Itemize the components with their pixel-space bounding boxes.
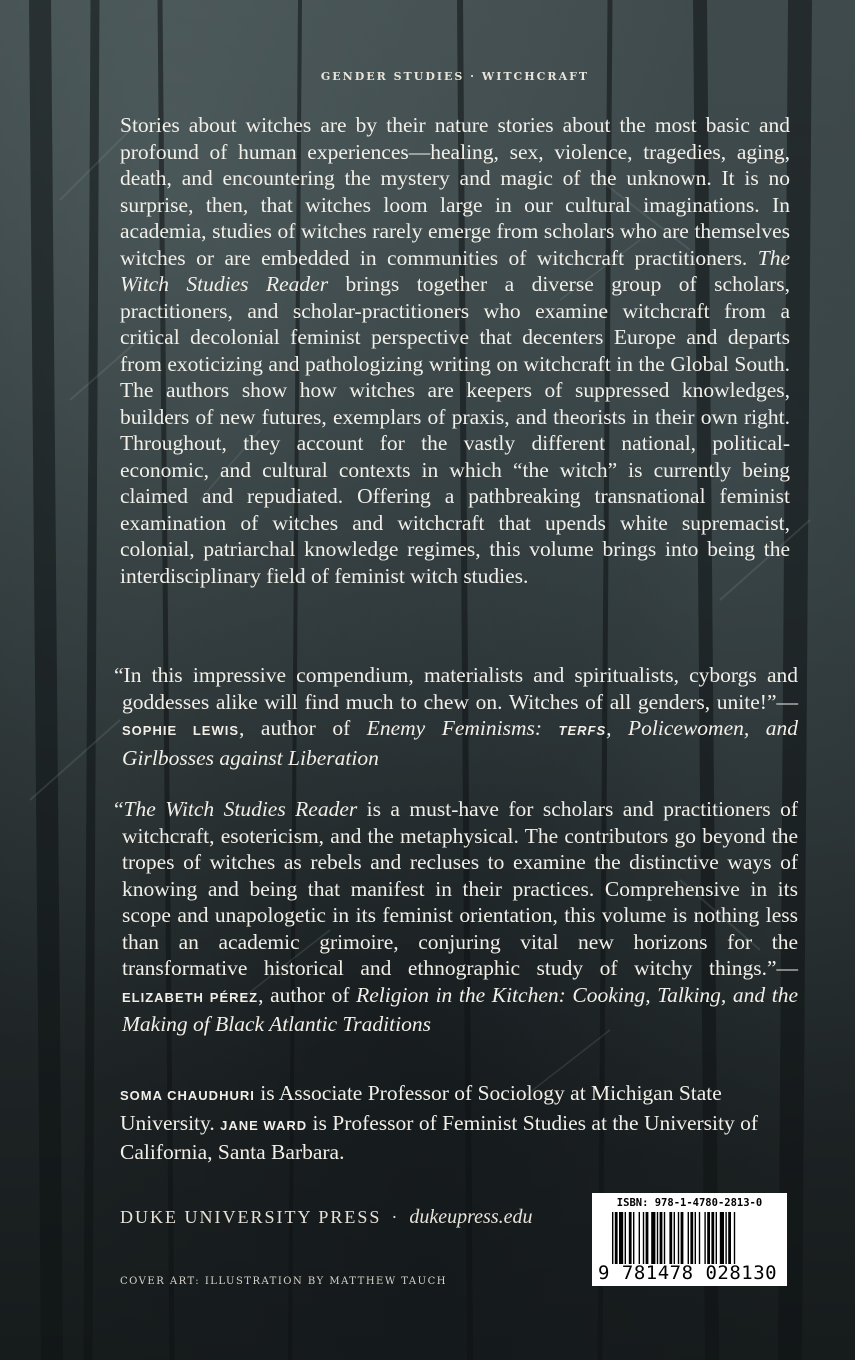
barcode-bar [720,1212,724,1264]
barcode-bar [699,1212,700,1264]
barcode-bar [657,1212,658,1264]
isbn-label: ISBN: 978-1-4780-2813-0 [616,1197,763,1209]
barcode-bars [612,1212,777,1264]
barcode-bar [643,1212,644,1264]
barcode-bar [695,1212,696,1264]
barcode-bar [728,1212,731,1264]
category-label: GENDER STUDIES · WITCHCRAFT [320,70,590,83]
barcode-bar [678,1212,679,1264]
editor-name: SOMA CHAUDHURI [120,1088,255,1103]
barcode-bar [651,1212,655,1264]
isbn-barcode [592,1193,787,1286]
barcode-bar [633,1212,634,1264]
barcode-bar [688,1212,689,1264]
barcode-bar [625,1212,626,1264]
barcode-bar [660,1212,663,1264]
publisher-url: dukeupress.edu [409,1206,533,1228]
endorsement-quote-1: “In this impressive compendium, materialists and spiritualists, cyborgs and goddesses alike will find much to chew on. Witches of all genders, unite!”—SOPHIE LEWIS, author of Enemy Feminisms: TERFS, Policewomen, and Girlbosses against Liberation [114,663,798,770]
book-description: Stories about witches are by their nature stories about the most basic and profound of human experiences—healing, sex, violence, tragedies, aging, death, and encountering the mystery and magic of the unknown. It is no surprise, then, that witches loom large in our cultural imaginations. In academia, studies of witches rarely emerge from scholars who are themselves witches or are embedded in communities of witchcraft practitioners. The Witch Studies Reader brings together a diverse group of scholars, practitioners, and scholar-practitioners who examine witchcraft from a critical decolonial feminist perspective that decenters Europe and departs from exoticizing and pathologizing writing on witchcraft in the Global South. The authors show how witches are keepers of suppressed knowledges, builders of new futures, exemplars of praxis, and theorists in their own right. Throughout, they account for the vastly different national, political-economic, and cultural contexts in which “the witch” is currently being claimed and repudiated. Offering a pathbreaking transnational feminist examination of witches and witchcraft that upends white supremacist, colonial, patriarchal knowledge regimes, this volume brings into being the interdisciplinary field of feminist witch studies. [120,113,791,588]
editor-bios: SOMA CHAUDHURI is Associate Professor of Sociology at Michigan State University. JANE WARD is Professor of Feminist Studies at the University of California, Santa Barbara. [120,1081,759,1164]
barcode-bar [711,1212,714,1264]
cover-art-credit: COVER ART: ILLUSTRATION BY MATTHEW TAUCH [120,1276,447,1287]
barcode-bar [615,1212,618,1264]
publisher-name: DUKE UNIVERSITY PRESS [120,1207,382,1227]
barcode-bar [734,1212,735,1264]
barcode-bar [681,1212,684,1264]
barcode-bar [664,1212,665,1264]
book-title-inline: The Witch Studies Reader [120,245,790,296]
publisher-line: DUKE UNIVERSITY PRESS · dukeupress.edu [120,1206,533,1228]
endorser-name: ELIZABETH PÉREZ [122,989,259,1005]
barcode-bar [629,1212,632,1264]
barcode-bar [716,1212,717,1264]
barcode-bar [646,1212,649,1264]
barcode-bar [612,1212,613,1264]
barcode-bar [704,1212,705,1264]
endorser-name: SOPHIE LEWIS [122,723,240,738]
barcode-bar [707,1212,710,1264]
barcode-bar [690,1212,693,1264]
barcode-bar [619,1212,623,1264]
barcode-digits: 9 781478 028130 [598,1262,778,1284]
barcode-bar [639,1212,640,1264]
barcode-bar [674,1212,675,1264]
barcode-bar [725,1212,726,1264]
barcode-bar [669,1212,672,1264]
endorsement-quote-2: “The Witch Studies Reader is a must-have for scholars and practitioners of witchcraft, esotericism, and the metaphysical. The contributors go beyond the tropes of witches as rebels and recluses to examine the distinctive ways of knowing and being that manifest in their practices. Comprehensive in its scope and unapologetic in its feminist orientation, this volume is nothing less than an academic grimoire, conjuring vital new horizons for the transformative historical and ethnographic study of witchy things.”— ELIZABETH PÉREZ, author of Religion in the Kitchen: Cooking, Talking, and the Making of Black Atlantic Traditions [114,797,799,1036]
editor-name: JANE WARD [220,1117,308,1133]
